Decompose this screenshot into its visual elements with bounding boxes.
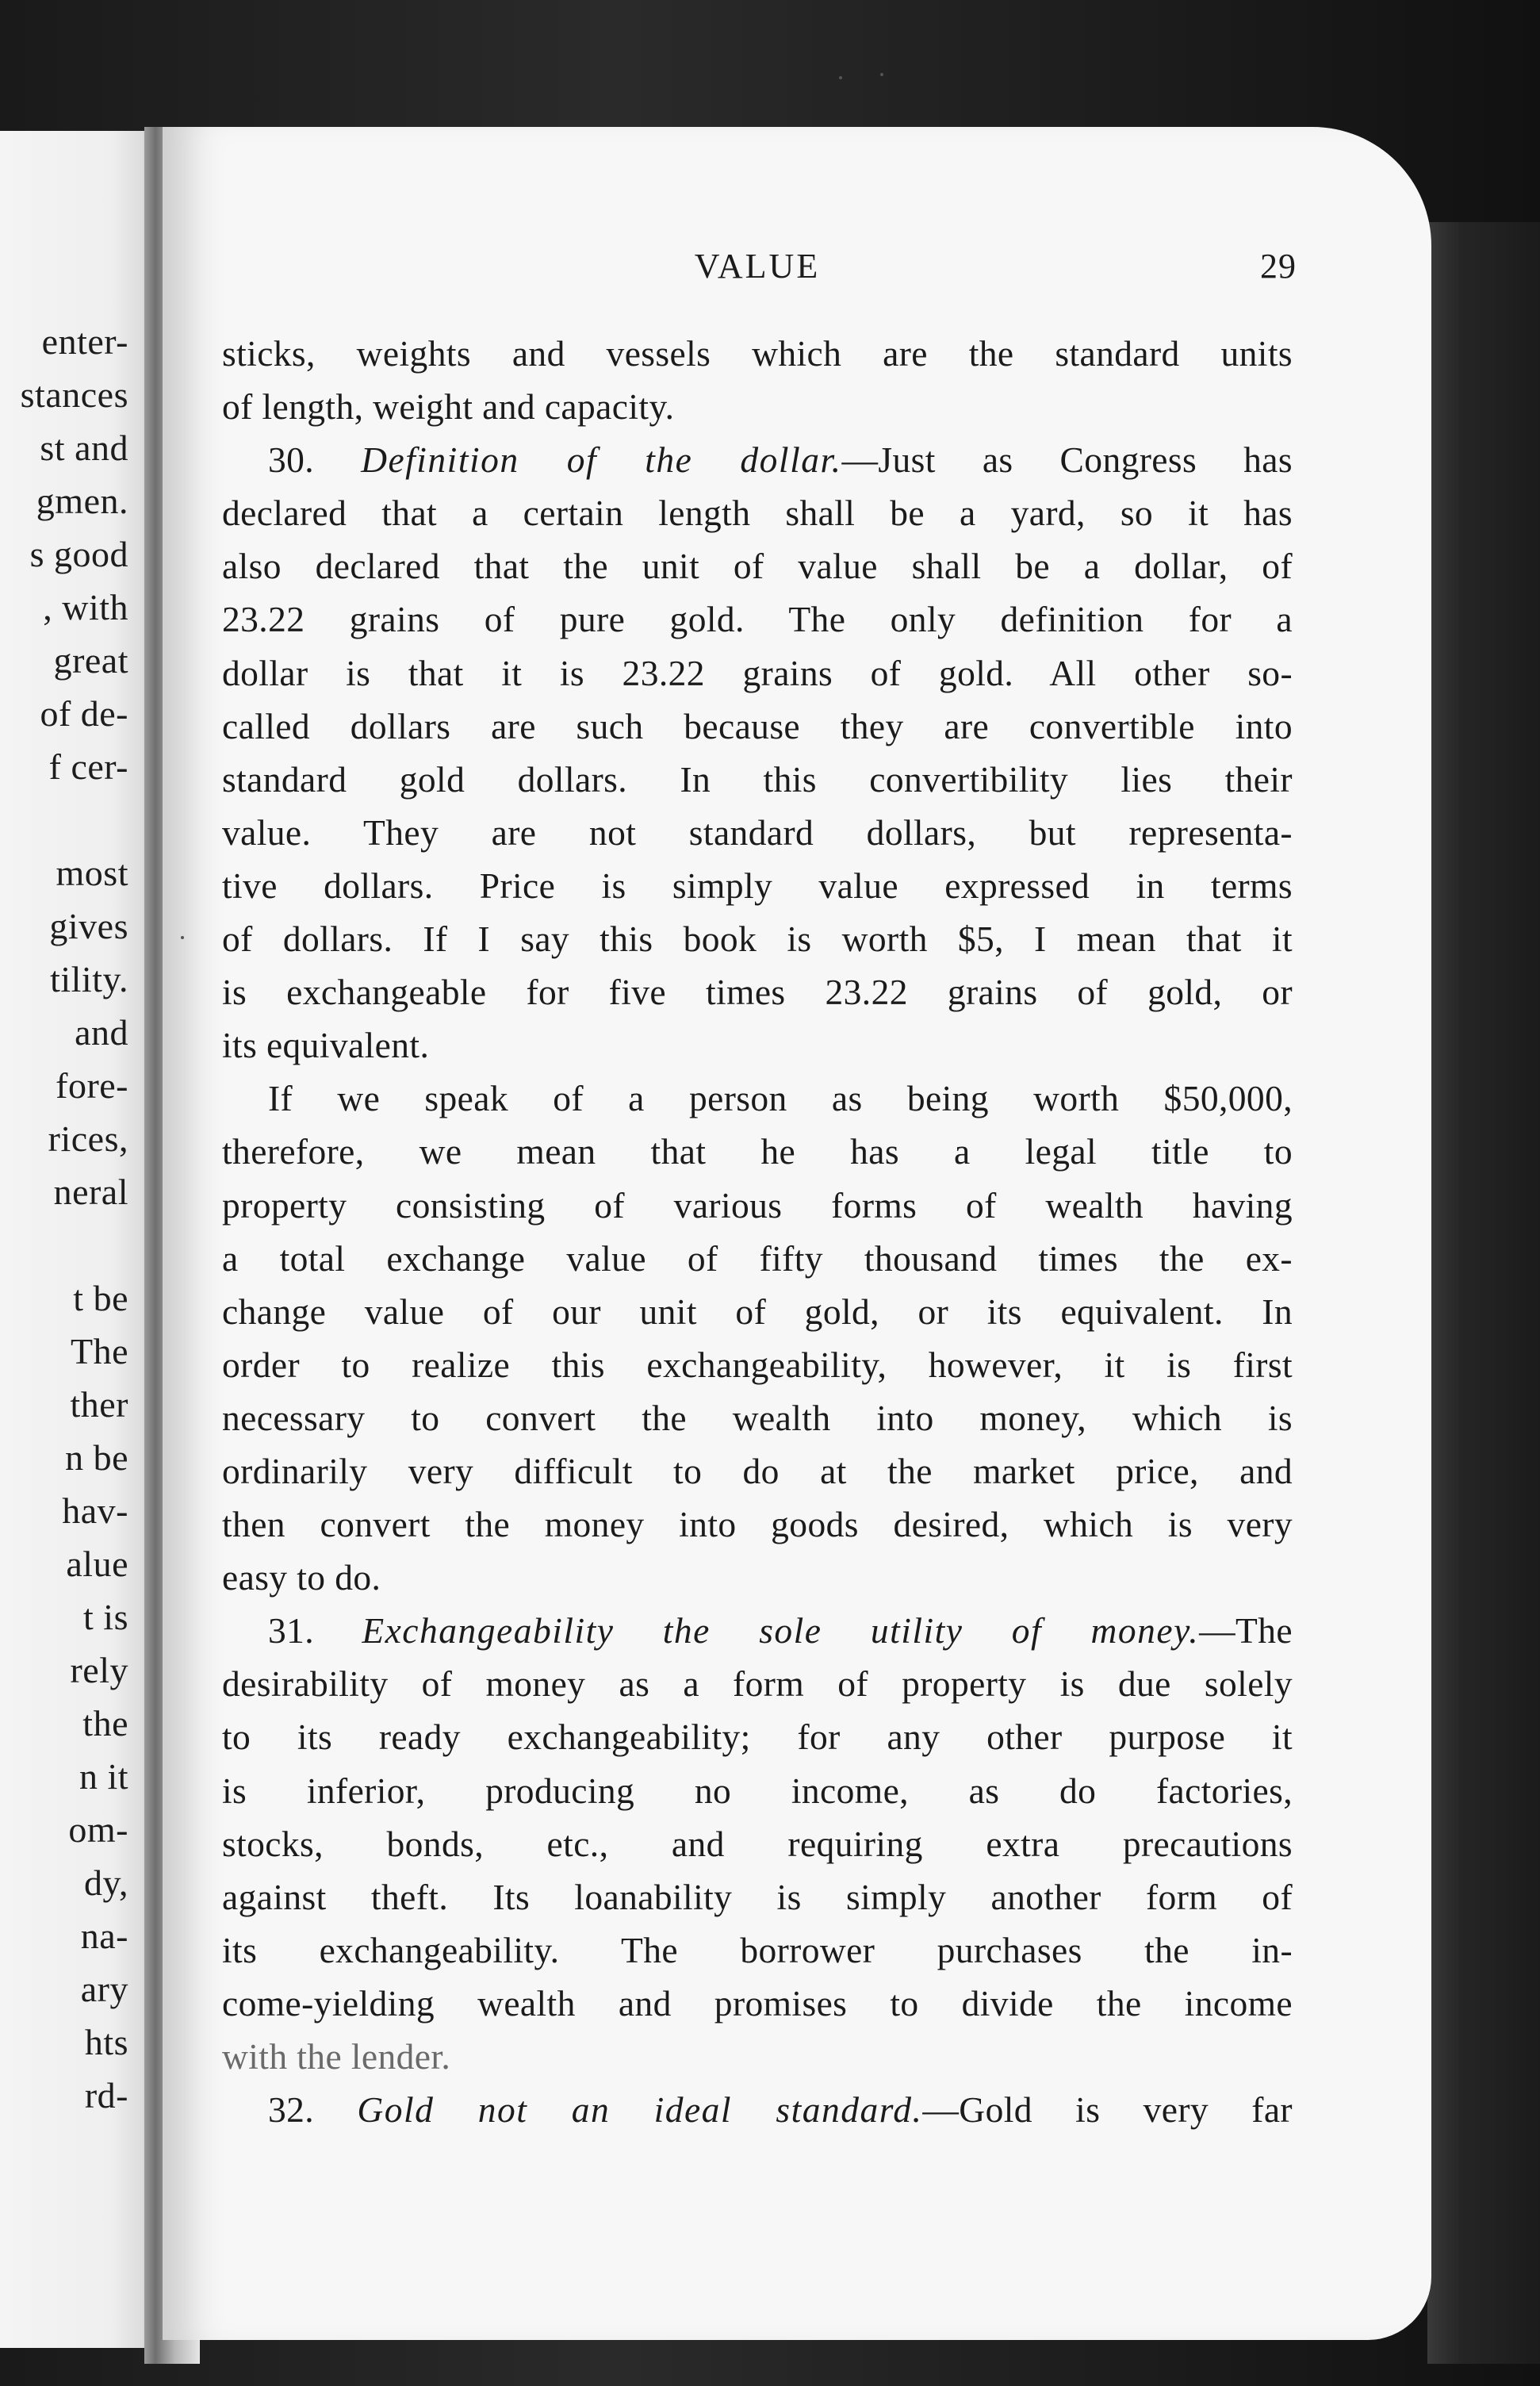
- line-text: therefore, we mean that he has a legal title to: [222, 1131, 1293, 1172]
- left-page-line: n it: [79, 1756, 128, 1797]
- body-line: [222, 1551, 1293, 1604]
- body-line: [222, 593, 1293, 646]
- section-heading-line: [222, 1604, 1293, 1657]
- left-page-line: [21, 793, 128, 846]
- left-page-text: [21, 315, 128, 2122]
- body-line: [222, 646, 1293, 700]
- line-text: its exchangeability. The borrower purchases the in-: [222, 1929, 1293, 1970]
- section-number: 30.: [268, 439, 362, 481]
- section-number: 32.: [268, 2089, 358, 2131]
- line-text: stocks, bonds, etc., and requiring extra precautions: [222, 1823, 1293, 1864]
- section-number: 31.: [268, 1610, 362, 1651]
- line-text: property consisting of various forms of wealth having: [222, 1184, 1293, 1226]
- body-line: [222, 806, 1293, 859]
- running-title: VALUE: [694, 247, 821, 286]
- body-line: [222, 327, 1293, 380]
- left-page-line: n be: [65, 1437, 128, 1478]
- body-line: [222, 1710, 1293, 1763]
- line-text: desirability of money as a form of property is due solely: [222, 1663, 1293, 1705]
- section-heading: Definition of the dollar.: [361, 439, 842, 481]
- left-page-line: stances: [20, 374, 128, 415]
- line-text: also declared that the unit of value shall be a dollar, of: [222, 546, 1293, 587]
- body-line: [222, 1072, 1293, 1125]
- left-page-line: hts: [84, 2022, 128, 2062]
- body-text: [222, 327, 1293, 2136]
- left-page-line: , with: [43, 587, 128, 627]
- body-line: [222, 1125, 1293, 1178]
- left-page-line: tility.: [50, 959, 128, 999]
- left-page-line: fore-: [56, 1065, 128, 1106]
- left-page-line: f cer-: [48, 746, 128, 787]
- section-heading: Exchangeability the sole utility of money.: [362, 1610, 1200, 1651]
- line-text: dollar is that it is 23.22 grains of gold. All other so-: [222, 652, 1293, 693]
- left-page-line: t be: [73, 1278, 128, 1318]
- left-page-line: great: [53, 640, 128, 681]
- left-page-line: of de-: [40, 693, 128, 734]
- section-heading-line: [222, 2083, 1293, 2136]
- body-line: [222, 1232, 1293, 1285]
- line-text: then convert the money into goods desired, which is very: [222, 1504, 1293, 1545]
- left-page-line: rely: [70, 1650, 128, 1690]
- line-text: order to realize this exchangeability, however, it is first: [222, 1344, 1293, 1385]
- left-page-line: dy,: [83, 1862, 128, 1903]
- left-page-line: ther: [70, 1384, 128, 1425]
- left-page-line: gmen.: [36, 481, 128, 521]
- body-line: [222, 1924, 1293, 1977]
- line-text: is exchangeable for five times 23.22 grains of gold, or: [222, 972, 1293, 1013]
- line-text: standard gold dollars. In this convertibility lies their: [222, 758, 1293, 800]
- left-page-line: the: [82, 1703, 128, 1743]
- left-page: [0, 131, 159, 2348]
- body-line: [222, 539, 1293, 593]
- body-line: [222, 1444, 1293, 1498]
- page-number: 29: [1260, 247, 1297, 286]
- left-page-line: s good: [29, 534, 128, 574]
- dust-speck: [181, 936, 184, 939]
- left-page-line: na-: [80, 1916, 128, 1956]
- left-page-line: and: [75, 1012, 128, 1053]
- left-page-line: hav-: [62, 1490, 128, 1531]
- line-text: easy to do.: [222, 1557, 381, 1598]
- body-line: [222, 486, 1293, 539]
- left-page-line: rd-: [84, 2075, 128, 2116]
- body-line: [222, 1764, 1293, 1817]
- left-page-line: om-: [68, 1809, 128, 1850]
- body-line: [222, 965, 1293, 1018]
- body-line: [222, 1498, 1293, 1551]
- dust-speck: [880, 73, 883, 76]
- body-line: [222, 753, 1293, 806]
- left-page-line: ary: [80, 1969, 128, 2009]
- left-page-line: alue: [66, 1544, 128, 1584]
- left-page-line: rices,: [48, 1118, 128, 1159]
- line-text: —The: [1199, 1610, 1293, 1651]
- left-page-line: The: [70, 1331, 128, 1371]
- body-line: [222, 1391, 1293, 1444]
- line-text: —Gold is very far: [922, 2089, 1293, 2131]
- dust-speck: [839, 76, 842, 79]
- line-text: of dollars. If I say this book is worth $5, I mean that it: [222, 919, 1293, 960]
- line-text: declared that a certain length shall be a yard, so it has: [222, 493, 1293, 534]
- line-text: ordinarily very difficult to do at the market price, and: [222, 1450, 1293, 1491]
- body-line: [222, 859, 1293, 912]
- line-text: —Just as Congress has: [841, 439, 1293, 481]
- body-line: [222, 1285, 1293, 1338]
- line-text: with the lender.: [222, 2036, 451, 2077]
- section-heading: Gold not an ideal standard.: [357, 2089, 923, 2131]
- body-line: [222, 1018, 1293, 1072]
- body-line: [222, 1870, 1293, 1924]
- line-text: its equivalent.: [222, 1025, 430, 1066]
- line-text: change value of our unit of gold, or its equivalent. In: [222, 1291, 1293, 1332]
- line-text: necessary to convert the wealth into money, which is: [222, 1397, 1293, 1438]
- left-page-line: neral: [53, 1172, 128, 1212]
- line-text: 23.22 grains of pure gold. The only definition for a: [222, 599, 1293, 640]
- body-line: [222, 1977, 1293, 2030]
- line-text: is inferior, producing no income, as do factories,: [222, 1770, 1293, 1811]
- line-text: come-yielding wealth and promises to divide the income: [222, 1982, 1293, 2023]
- section-heading-line: [222, 433, 1293, 486]
- body-line: [222, 1817, 1293, 1870]
- left-page-line: most: [56, 853, 128, 893]
- body-line: [222, 380, 1293, 433]
- left-page-line: gives: [49, 906, 128, 946]
- body-line: [222, 912, 1293, 965]
- line-text: tive dollars. Price is simply value expressed in terms: [222, 865, 1293, 906]
- running-head: [218, 246, 1297, 293]
- line-text: of length, weight and capacity.: [222, 386, 675, 428]
- line-text: to its ready exchangeability; for any other purpose it: [222, 1717, 1293, 1758]
- left-page-line: [21, 1218, 128, 1272]
- body-line: [222, 1657, 1293, 1710]
- line-text: a total exchange value of fifty thousand times the ex-: [222, 1237, 1293, 1279]
- line-text: sticks, weights and vessels which are the standard units: [222, 333, 1293, 374]
- page-edge: [1427, 222, 1540, 2364]
- line-text: called dollars are such because they are convertible into: [222, 705, 1293, 746]
- body-line: [222, 1338, 1293, 1391]
- line-text: against theft. Its loanability is simply another form of: [222, 1876, 1293, 1917]
- left-page-line: t is: [83, 1597, 128, 1637]
- left-page-line: enter-: [41, 321, 128, 362]
- body-line: [222, 2030, 1293, 2083]
- body-line: [222, 700, 1293, 753]
- left-page-line: st and: [40, 428, 128, 468]
- line-text: If we speak of a person as being worth $50,000,: [268, 1078, 1293, 1119]
- body-line: [222, 1179, 1293, 1232]
- line-text: value. They are not standard dollars, but representa-: [222, 811, 1293, 853]
